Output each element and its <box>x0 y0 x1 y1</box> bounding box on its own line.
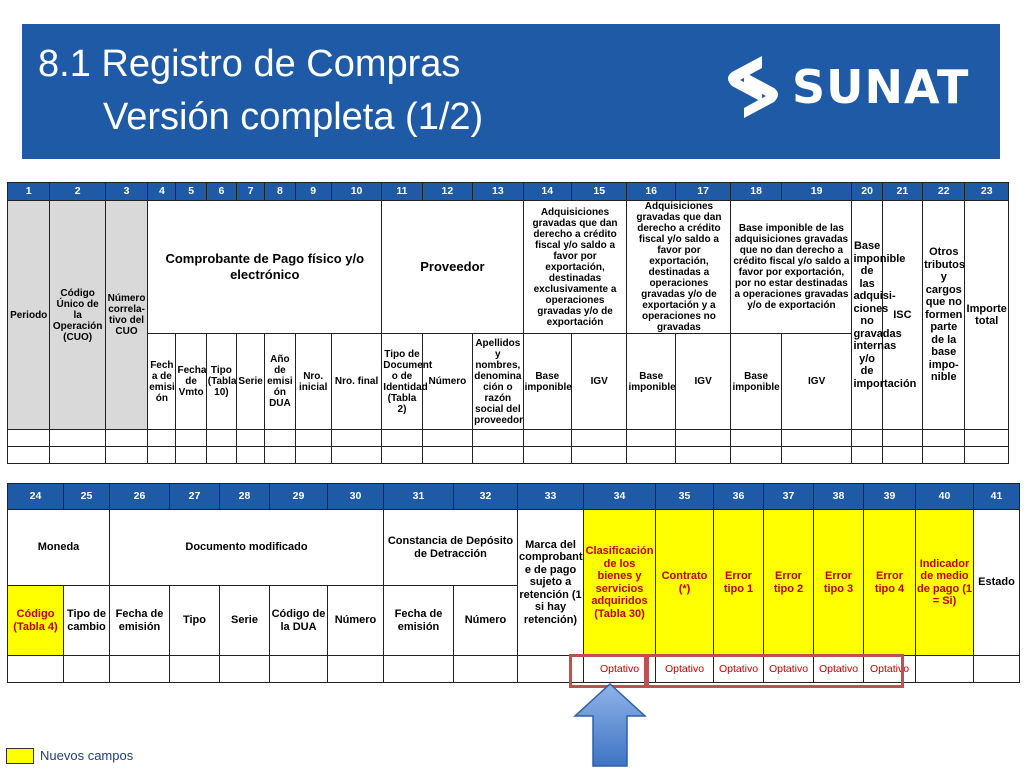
col-number: 26 <box>110 484 170 510</box>
col-number: 27 <box>170 484 220 510</box>
doc-modificado-header: Documento modificado <box>110 510 384 586</box>
base-imponible-header: Base imponible <box>731 334 781 430</box>
optativo-label: Optativo <box>714 656 764 683</box>
numero-header: Número <box>454 586 518 656</box>
col-number: 9 <box>295 183 331 201</box>
registro-table-2 <box>7 483 1020 683</box>
base-imponible-header: Base imponible <box>627 334 675 430</box>
moneda-header: Moneda <box>8 510 110 586</box>
periodo-header: Periodo <box>8 201 50 430</box>
optativo-label: Optativo <box>764 656 814 683</box>
up-arrow-icon <box>573 682 647 766</box>
base-no-gravadas-header: Base imponible de las adquisi-ciones no gravadas internas y/o de importación <box>852 201 882 430</box>
marca-retencion-header: Marca del comprobant e de pago sujeto a retención (1 si hay retención) <box>518 510 584 656</box>
anio-dua-header: Año de emisi ón DUA <box>265 334 295 430</box>
isc-header: ISC <box>882 201 922 430</box>
col-number: 17 <box>675 183 730 201</box>
col-number: 1 <box>8 183 50 201</box>
slide-title: 8.1 Registro de Compras <box>38 43 461 85</box>
igv-header: IGV <box>781 334 852 430</box>
optional-highlight-box <box>646 654 904 688</box>
serie-header: Serie <box>237 334 265 430</box>
col-number: 31 <box>384 484 454 510</box>
optativo-label: Optativo <box>864 656 916 683</box>
col-number: 19 <box>781 183 852 201</box>
slide-subtitle: Versión completa (1/2) <box>103 96 484 138</box>
tipo-doc-header: Tipo de Document o de Identidad (Tabla 2) <box>382 334 422 430</box>
registro-table-1 <box>7 182 1009 464</box>
legend-label: Nuevos campos <box>40 748 134 763</box>
numero-header: Número <box>328 586 384 656</box>
table-row <box>8 430 1009 447</box>
col-number: 7 <box>237 183 265 201</box>
col-number: 14 <box>523 183 571 201</box>
col-number: 3 <box>105 183 147 201</box>
importe-total-header: Importe total <box>965 201 1009 430</box>
fecha-vmto-header: Fecha de Vmto <box>176 334 206 430</box>
optativo-label: Optativo <box>584 656 656 683</box>
col-number: 10 <box>331 183 381 201</box>
error-tipo-3-header: Error tipo 3 <box>814 510 864 656</box>
correlativo-header: Número correla-tivo del CUO <box>105 201 147 430</box>
col-number: 15 <box>571 183 626 201</box>
header-row <box>8 510 1020 586</box>
igv-header: IGV <box>675 334 730 430</box>
adq-exclusivas-header: Adquisiciones gravadas que dan derecho a crédito fiscal y/o saldo a favor por exportación, destinadas exclusivamente a operaciones gravadas y/o de exportación <box>523 201 627 334</box>
col-number: 36 <box>714 484 764 510</box>
col-number: 11 <box>382 183 422 201</box>
error-tipo-1-header: Error tipo 1 <box>714 510 764 656</box>
optativo-label: Optativo <box>814 656 864 683</box>
error-tipo-2-header: Error tipo 2 <box>764 510 814 656</box>
constancia-header: Constancia de Depósito de Detracción <box>384 510 518 586</box>
col-number: 41 <box>974 484 1020 510</box>
adq-mixtas-header: Adquisiciones gravadas que dan derecho a crédito fiscal y/o saldo a favor por exportación, destinadas a operaciones gravadas y/o de exportación y a operaciones no gravadas <box>627 201 731 334</box>
col-number: 20 <box>852 183 882 201</box>
col-number: 34 <box>584 484 656 510</box>
col-number: 13 <box>473 183 523 201</box>
logo-text: SUNAT <box>792 60 970 114</box>
tipo-cambio-header: Tipo de cambio <box>64 586 110 656</box>
comprobante-header: Comprobante de Pago físico y/o electrónico <box>148 201 382 334</box>
column-number-row <box>8 484 1020 510</box>
otros-tributos-header: Otros tributos y cargos que no formen parte de la base impo-nible <box>923 201 965 430</box>
sunat-logo-icon <box>722 52 784 122</box>
numero-header: Número <box>422 334 472 430</box>
nro-final-header: Nro. final <box>331 334 381 430</box>
serie-header: Serie <box>220 586 270 656</box>
igv-header: IGV <box>571 334 626 430</box>
col-number: 33 <box>518 484 584 510</box>
col-number: 37 <box>764 484 814 510</box>
fecha-emision-header: Fech a de emisi ón <box>148 334 176 430</box>
optativo-label: Optativo <box>656 656 714 683</box>
col-number: 32 <box>454 484 518 510</box>
fecha-emision-header: Fecha de emisión <box>384 586 454 656</box>
cuo-header: Código Único de la Operación (CUO) <box>50 201 105 430</box>
contrato-header: Contrato (*) <box>656 510 714 656</box>
codigo-dua-header: Código de la DUA <box>270 586 328 656</box>
base-imponible-header: Base imponible <box>523 334 571 430</box>
col-number: 2 <box>50 183 105 201</box>
col-number: 39 <box>864 484 916 510</box>
apellidos-header: Apellidos y nombres, denomina ción o razón social del proveedor <box>473 334 523 430</box>
col-number: 5 <box>176 183 206 201</box>
col-number: 21 <box>882 183 922 201</box>
col-number: 8 <box>265 183 295 201</box>
col-number: 22 <box>923 183 965 201</box>
col-number: 23 <box>965 183 1009 201</box>
adq-no-gravadas-header: Base imponible de las adquisiciones gravadas que no dan derecho a crédito fiscal y/o saldo a favor por exportación, por no estar destinadas a operaciones gravadas y/o de exportación <box>731 201 852 334</box>
col-number: 29 <box>270 484 328 510</box>
col-number: 6 <box>206 183 236 201</box>
codigo-tabla4-header: Código (Tabla 4) <box>8 586 64 656</box>
col-number: 25 <box>64 484 110 510</box>
tipo-header: Tipo (Tabla 10) <box>206 334 236 430</box>
col-number: 35 <box>656 484 714 510</box>
col-number: 16 <box>627 183 675 201</box>
col-number: 38 <box>814 484 864 510</box>
fecha-emision-header: Fecha de emisión <box>110 586 170 656</box>
estado-header: Estado <box>974 510 1020 656</box>
col-number: 18 <box>731 183 781 201</box>
col-number: 30 <box>328 484 384 510</box>
error-tipo-4-header: Error tipo 4 <box>864 510 916 656</box>
tipo-header: Tipo <box>170 586 220 656</box>
nro-inicial-header: Nro. inicial <box>295 334 331 430</box>
indicador-pago-header: Indicador de medio de pago (1 = Si) <box>916 510 974 656</box>
sunat-logo <box>722 52 977 132</box>
legend-swatch <box>6 748 34 764</box>
header-row <box>8 201 1009 334</box>
col-number: 28 <box>220 484 270 510</box>
col-number: 40 <box>916 484 974 510</box>
col-number: 24 <box>8 484 64 510</box>
col-number: 12 <box>422 183 472 201</box>
column-number-row <box>8 183 1009 201</box>
col-number: 4 <box>148 183 176 201</box>
proveedor-header: Proveedor <box>382 201 523 334</box>
table-row <box>8 447 1009 464</box>
clasificacion-header: Clasificación de los bienes y servicios adquiridos (Tabla 30) <box>584 510 656 656</box>
